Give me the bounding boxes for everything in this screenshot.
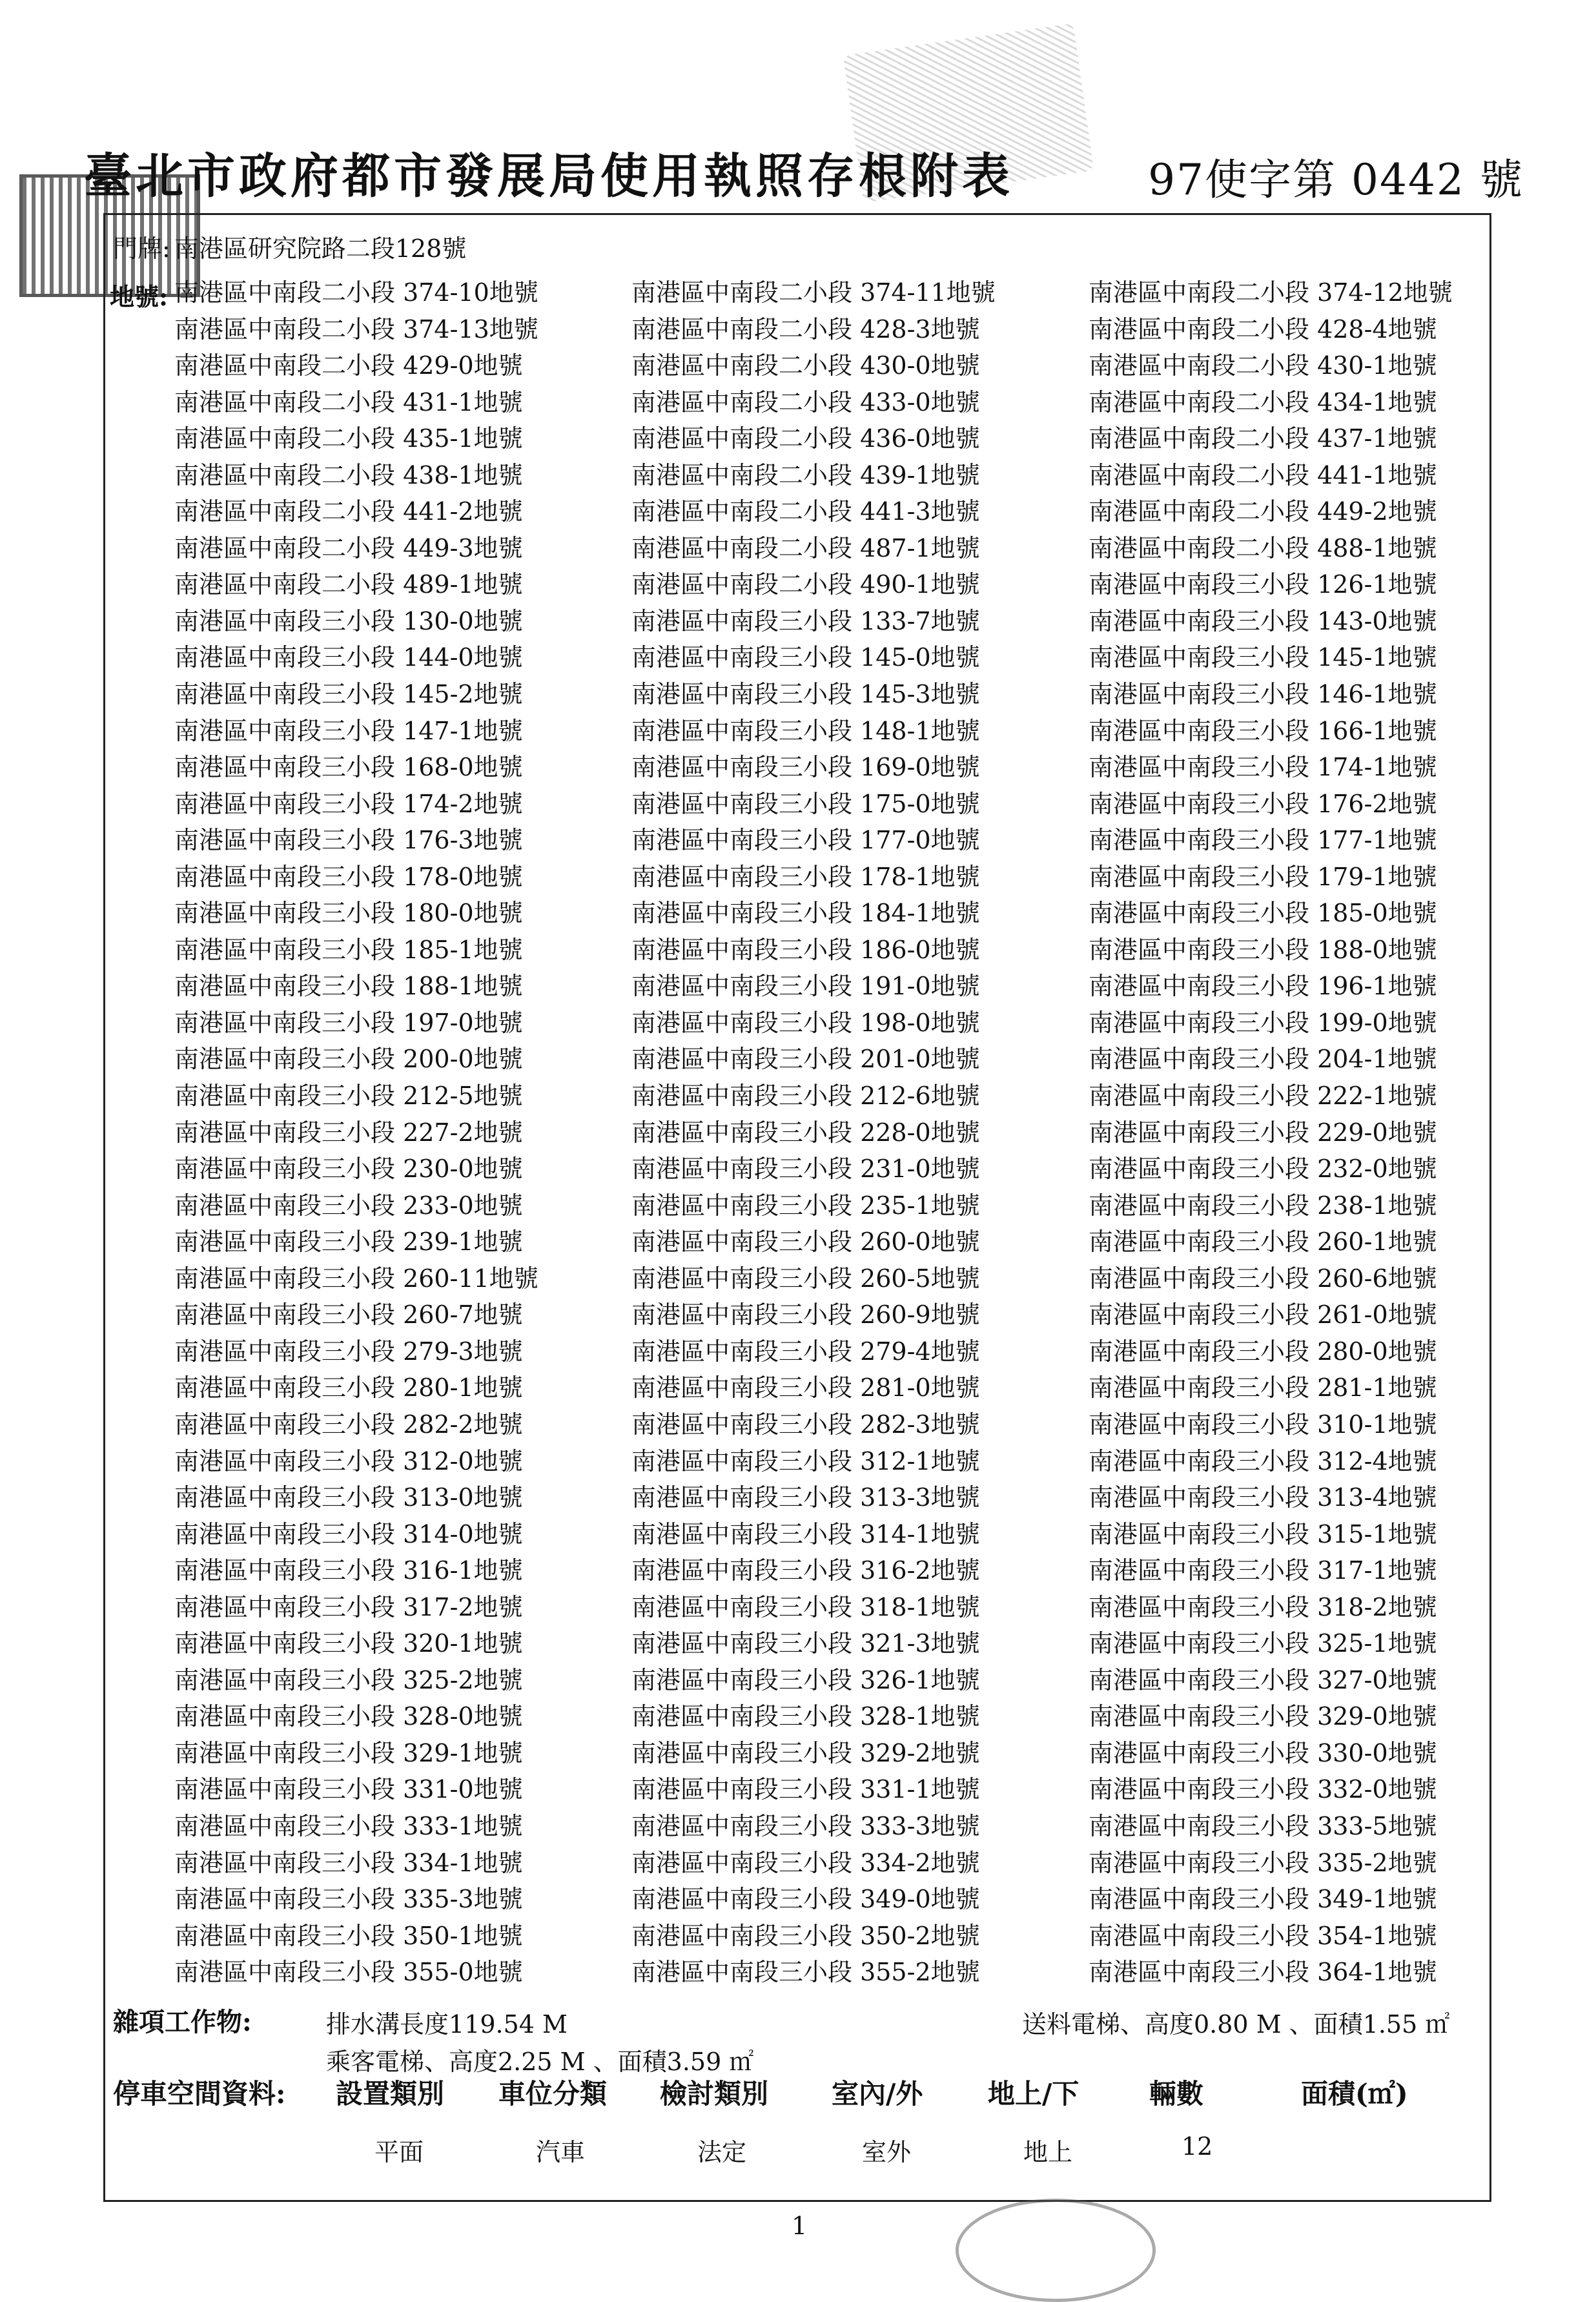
land-lot-item: 南港區中南段三小段 332-0地號	[1089, 1775, 1437, 1804]
parking-header: 輛數	[1149, 2078, 1204, 2110]
land-lot-item: 南港區中南段三小段 355-2地號	[631, 1958, 980, 1987]
land-lot-item: 南港區中南段三小段 279-3地號	[174, 1337, 523, 1366]
land-lot-item: 南港區中南段三小段 280-0地號	[1089, 1337, 1437, 1366]
land-lot-item: 南港區中南段三小段 331-1地號	[631, 1775, 980, 1804]
land-lot-item: 南港區中南段三小段 232-0地號	[1089, 1155, 1437, 1184]
land-lot-item: 南港區中南段二小段 441-2地號	[174, 497, 523, 526]
land-lot-item: 南港區中南段三小段 178-1地號	[631, 862, 980, 891]
land-lot-item: 南港區中南段三小段 184-1地號	[631, 899, 980, 928]
land-lot-item: 南港區中南段三小段 227-2地號	[174, 1118, 523, 1147]
land-lot-item: 南港區中南段三小段 230-0地號	[174, 1155, 523, 1184]
land-lot-item: 南港區中南段三小段 313-4地號	[1089, 1483, 1437, 1512]
land-lot-item: 南港區中南段三小段 177-1地號	[1089, 826, 1437, 855]
land-lot-item: 南港區中南段三小段 146-1地號	[1089, 680, 1437, 709]
land-lot-item: 南港區中南段三小段 318-1地號	[631, 1592, 980, 1621]
land-lot-item: 南港區中南段三小段 260-11地號	[174, 1264, 538, 1293]
land-lot-item: 南港區中南段三小段 196-1地號	[1089, 972, 1437, 1001]
land-lot-item: 南港區中南段三小段 144-0地號	[174, 643, 523, 672]
land-lot-item: 南港區中南段三小段 329-2地號	[631, 1738, 980, 1767]
land-lot-item: 南港區中南段三小段 239-1地號	[174, 1228, 523, 1257]
passenger-elevator: 乘客電梯、高度2.25 M 、面積3.59 ㎡	[326, 2048, 754, 2076]
parking-value: 室外	[862, 2138, 912, 2166]
land-lot-item: 南港區中南段三小段 314-1地號	[631, 1519, 980, 1548]
land-lot-item: 南港區中南段二小段 436-0地號	[631, 424, 980, 453]
land-lot-item: 南港區中南段三小段 260-9地號	[631, 1300, 980, 1330]
land-lot-item: 南港區中南段三小段 145-0地號	[631, 643, 980, 672]
land-lot-item: 南港區中南段二小段 430-1地號	[1089, 351, 1437, 380]
land-lot-item: 南港區中南段三小段 326-1地號	[631, 1665, 980, 1694]
land-lot-item: 南港區中南段三小段 188-1地號	[174, 972, 523, 1001]
parking-value: 地上	[1023, 2138, 1073, 2166]
land-lot-item: 南港區中南段三小段 334-1地號	[174, 1848, 523, 1877]
land-lot-item: 南港區中南段三小段 198-0地號	[631, 1008, 980, 1037]
document-header	[84, 136, 1524, 207]
land-lot-item: 南港區中南段二小段 431-1地號	[174, 387, 523, 416]
land-lot-item: 南港區中南段二小段 428-4地號	[1089, 314, 1437, 344]
land-lot-item: 南港區中南段三小段 316-1地號	[174, 1556, 523, 1585]
land-lot-item: 南港區中南段三小段 197-0地號	[174, 1008, 523, 1037]
parking-value: 12	[1182, 2132, 1213, 2161]
land-lot-item: 南港區中南段三小段 282-3地號	[631, 1410, 980, 1439]
bottom-seal-stamp	[956, 2199, 1156, 2302]
land-lot-item: 南港區中南段三小段 228-0地號	[631, 1118, 980, 1147]
land-lot-item: 南港區中南段三小段 279-4地號	[631, 1337, 980, 1366]
land-lot-item: 南港區中南段二小段 374-10地號	[174, 278, 538, 307]
land-lot-item: 南港區中南段二小段 374-13地號	[174, 314, 538, 344]
land-lot-item: 南港區中南段二小段 437-1地號	[1089, 424, 1437, 453]
land-lot-item: 南港區中南段三小段 212-6地號	[631, 1082, 980, 1111]
land-lot-item: 南港區中南段三小段 260-7地號	[174, 1300, 523, 1330]
land-lot-item: 南港區中南段二小段 439-1地號	[631, 460, 980, 489]
land-lot-item: 南港區中南段三小段 260-1地號	[1089, 1228, 1437, 1257]
land-lot-item: 南港區中南段三小段 328-1地號	[631, 1702, 980, 1731]
land-lot-item: 南港區中南段三小段 335-3地號	[174, 1885, 523, 1914]
land-lot-item: 南港區中南段三小段 130-0地號	[174, 606, 523, 635]
land-lot-item: 南港區中南段三小段 312-0地號	[174, 1446, 523, 1475]
land-lot-item: 南港區中南段二小段 449-3地號	[174, 533, 523, 562]
land-lot-item: 南港區中南段二小段 441-1地號	[1089, 460, 1437, 489]
land-lot-item: 南港區中南段三小段 261-0地號	[1089, 1300, 1437, 1330]
land-lot-item: 南港區中南段三小段 334-2地號	[631, 1848, 980, 1877]
land-lot-item: 南港區中南段三小段 312-1地號	[631, 1446, 980, 1475]
land-lot-item: 南港區中南段三小段 350-2地號	[631, 1921, 980, 1950]
land-lot-item: 南港區中南段二小段 433-0地號	[631, 387, 980, 416]
land-lot-item: 南港區中南段三小段 177-0地號	[631, 826, 980, 855]
land-lot-item: 南港區中南段三小段 174-1地號	[1089, 753, 1437, 782]
land-lot-item: 南港區中南段三小段 212-5地號	[174, 1082, 523, 1111]
land-lot-item: 南港區中南段二小段 490-1地號	[631, 570, 980, 599]
land-lot-item: 南港區中南段三小段 320-1地號	[174, 1629, 523, 1658]
land-lot-item: 南港區中南段三小段 185-0地號	[1089, 899, 1437, 928]
land-lot-item: 南港區中南段三小段 191-0地號	[631, 972, 980, 1001]
land-lot-item: 南港區中南段三小段 204-1地號	[1089, 1045, 1437, 1074]
land-lot-item: 南港區中南段三小段 185-1地號	[174, 935, 523, 964]
address-label: 門牌:	[113, 234, 170, 263]
permit-number: 97使字第 0442 號	[1148, 155, 1524, 205]
land-lot-item: 南港區中南段三小段 314-0地號	[174, 1519, 523, 1548]
land-lot-item: 南港區中南段三小段 349-0地號	[631, 1885, 980, 1914]
land-lot-item: 南港區中南段二小段 434-1地號	[1089, 387, 1437, 416]
land-lot-item: 南港區中南段三小段 315-1地號	[1089, 1519, 1437, 1548]
land-lot-item: 南港區中南段三小段 178-0地號	[174, 862, 523, 891]
land-lot-item: 南港區中南段三小段 312-4地號	[1089, 1446, 1437, 1475]
land-lot-item: 南港區中南段三小段 199-0地號	[1089, 1008, 1437, 1037]
land-lot-item: 南港區中南段三小段 176-3地號	[174, 826, 523, 855]
land-lot-item: 南港區中南段三小段 333-3地號	[631, 1811, 980, 1840]
land-lot-item: 南港區中南段三小段 327-0地號	[1089, 1665, 1437, 1694]
land-lot-item: 南港區中南段二小段 488-1地號	[1089, 533, 1437, 562]
land-lot-item: 南港區中南段三小段 333-1地號	[174, 1811, 523, 1840]
parking-header: 地上/下	[988, 2078, 1079, 2110]
address-row	[113, 229, 466, 268]
lots-label: 地號:	[110, 282, 169, 311]
land-lot-item: 南港區中南段三小段 355-0地號	[174, 1958, 523, 1987]
land-lot-item: 南港區中南段二小段 449-2地號	[1089, 497, 1437, 526]
land-lot-item: 南港區中南段三小段 329-1地號	[174, 1738, 523, 1767]
land-lot-item: 南港區中南段三小段 350-1地號	[174, 1921, 523, 1950]
document-title: 臺北市政府都市發展局使用執照存根附表	[84, 149, 1014, 204]
land-lot-item: 南港區中南段三小段 145-1地號	[1089, 643, 1437, 672]
land-lot-item: 南港區中南段三小段 335-2地號	[1089, 1848, 1437, 1877]
land-lot-item: 南港區中南段三小段 147-1地號	[174, 716, 523, 745]
parking-header: 面積(㎡)	[1301, 2078, 1408, 2110]
land-lot-item: 南港區中南段三小段 364-1地號	[1089, 1958, 1437, 1987]
land-lot-item: 南港區中南段三小段 325-2地號	[174, 1665, 523, 1694]
land-lot-item: 南港區中南段三小段 260-6地號	[1089, 1264, 1437, 1293]
misc-label: 雜項工作物:	[113, 2007, 252, 2037]
land-lot-item: 南港區中南段三小段 325-1地號	[1089, 1629, 1437, 1658]
land-lot-item: 南港區中南段三小段 331-0地號	[174, 1775, 523, 1804]
land-lot-item: 南港區中南段三小段 354-1地號	[1089, 1921, 1437, 1950]
land-lot-item: 南港區中南段三小段 180-0地號	[174, 899, 523, 928]
parking-header: 檢討類別	[660, 2078, 769, 2110]
land-lot-item: 南港區中南段三小段 168-0地號	[174, 753, 523, 782]
land-lot-item: 南港區中南段三小段 281-1地號	[1089, 1373, 1437, 1403]
land-lot-item: 南港區中南段三小段 233-0地號	[174, 1191, 523, 1220]
land-lot-item: 南港區中南段三小段 145-2地號	[174, 680, 523, 709]
land-lot-item: 南港區中南段三小段 321-3地號	[631, 1629, 980, 1658]
land-lot-item: 南港區中南段三小段 260-5地號	[631, 1264, 980, 1293]
parking-label: 停車空間資料:	[113, 2078, 286, 2110]
land-lot-list	[174, 274, 1472, 1991]
land-lot-item: 南港區中南段三小段 313-3地號	[631, 1483, 980, 1512]
address-value: 南港區研究院路二段128號	[174, 234, 467, 263]
land-lot-item: 南港區中南段三小段 281-0地號	[631, 1373, 980, 1403]
land-lot-item: 南港區中南段二小段 429-0地號	[174, 351, 523, 380]
land-lot-item: 南港區中南段三小段 222-1地號	[1089, 1082, 1437, 1111]
land-lot-item: 南港區中南段三小段 260-0地號	[631, 1228, 980, 1257]
land-lot-item: 南港區中南段三小段 201-0地號	[631, 1045, 980, 1074]
land-lot-item: 南港區中南段二小段 430-0地號	[631, 351, 980, 380]
land-lot-item: 南港區中南段二小段 374-12地號	[1089, 278, 1453, 307]
land-lot-item: 南港區中南段三小段 282-2地號	[174, 1410, 523, 1439]
land-lot-item: 南港區中南段三小段 329-0地號	[1089, 1702, 1437, 1731]
land-lot-item: 南港區中南段三小段 333-5地號	[1089, 1811, 1437, 1840]
land-lot-item: 南港區中南段三小段 143-0地號	[1089, 606, 1437, 635]
freight-elevator: 送料電梯、高度0.80 M 、面積1.55 ㎡	[1022, 2010, 1450, 2039]
land-lot-item: 南港區中南段三小段 148-1地號	[631, 716, 980, 745]
land-lot-item: 南港區中南段三小段 176-2地號	[1089, 789, 1437, 818]
land-lot-item: 南港區中南段三小段 186-0地號	[631, 935, 980, 964]
land-lot-item: 南港區中南段三小段 318-2地號	[1089, 1592, 1437, 1621]
parking-value: 平面	[374, 2138, 424, 2166]
land-lot-item: 南港區中南段二小段 374-11地號	[631, 278, 996, 307]
land-lot-item: 南港區中南段三小段 174-2地號	[174, 789, 523, 818]
land-lot-item: 南港區中南段三小段 200-0地號	[174, 1045, 523, 1074]
land-lot-item: 南港區中南段二小段 435-1地號	[174, 424, 523, 453]
land-lot-item: 南港區中南段三小段 328-0地號	[174, 1702, 523, 1731]
land-lot-item: 南港區中南段三小段 316-2地號	[631, 1556, 980, 1585]
land-lot-item: 南港區中南段三小段 313-0地號	[174, 1483, 523, 1512]
land-lot-item: 南港區中南段三小段 175-0地號	[631, 789, 980, 818]
parking-header: 設置類別	[336, 2078, 445, 2110]
land-lot-item: 南港區中南段三小段 349-1地號	[1089, 1885, 1437, 1914]
land-lot-item: 南港區中南段三小段 317-2地號	[174, 1592, 523, 1621]
parking-header: 室內/外	[832, 2078, 923, 2110]
land-lot-item: 南港區中南段三小段 238-1地號	[1089, 1191, 1437, 1220]
land-lot-item: 南港區中南段三小段 145-3地號	[631, 680, 980, 709]
land-lot-item: 南港區中南段二小段 441-3地號	[631, 497, 980, 526]
land-lot-item: 南港區中南段三小段 280-1地號	[174, 1373, 523, 1403]
land-lot-item: 南港區中南段二小段 428-3地號	[631, 314, 980, 344]
land-lot-item: 南港區中南段三小段 310-1地號	[1089, 1410, 1437, 1439]
land-lot-item: 南港區中南段二小段 438-1地號	[174, 460, 523, 489]
land-lot-item: 南港區中南段三小段 179-1地號	[1089, 862, 1437, 891]
parking-value: 法定	[697, 2138, 747, 2166]
land-lot-item: 南港區中南段二小段 489-1地號	[174, 570, 523, 599]
land-lot-item: 南港區中南段三小段 231-0地號	[631, 1155, 980, 1184]
land-lot-item: 南港區中南段三小段 126-1地號	[1089, 570, 1437, 599]
drain-length: 排水溝長度119.54 M	[326, 2010, 568, 2039]
land-lot-item: 南港區中南段二小段 487-1地號	[631, 533, 980, 562]
land-lot-item: 南港區中南段三小段 188-0地號	[1089, 935, 1437, 964]
parking-value: 汽車	[536, 2138, 586, 2166]
land-lot-item: 南港區中南段三小段 166-1地號	[1089, 716, 1437, 745]
land-lot-item: 南港區中南段三小段 235-1地號	[631, 1191, 980, 1220]
land-lot-item: 南港區中南段三小段 330-0地號	[1089, 1738, 1437, 1767]
land-lot-item: 南港區中南段三小段 133-7地號	[631, 606, 980, 635]
parking-header: 車位分類	[498, 2078, 608, 2110]
land-lot-item: 南港區中南段三小段 317-1地號	[1089, 1556, 1437, 1585]
land-lot-item: 南港區中南段三小段 229-0地號	[1089, 1118, 1437, 1147]
land-lot-item: 南港區中南段三小段 169-0地號	[631, 753, 980, 782]
page-number: 1	[792, 2212, 808, 2240]
